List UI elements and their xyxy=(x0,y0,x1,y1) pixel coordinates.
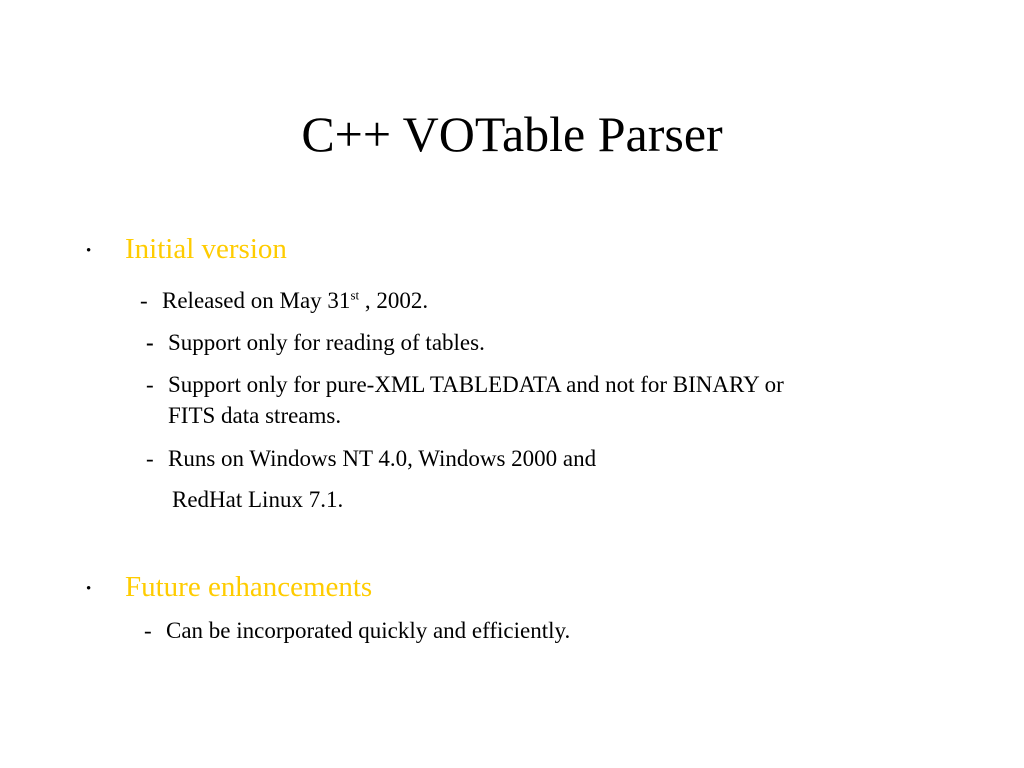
sub-item-tabledata-continuation: FITS data streams. xyxy=(168,403,342,428)
sub-item-reading-only xyxy=(146,328,485,358)
sub-item-platforms xyxy=(146,444,596,474)
sub-item-released xyxy=(140,286,428,316)
dash-marker: - xyxy=(146,446,154,471)
sub-item-text: Support only for pure-XML TABLEDATA and not for BINARY or xyxy=(168,372,784,397)
sub-item-platforms-continuation: RedHat Linux 7.1. xyxy=(172,487,344,512)
bullet-marker: • xyxy=(86,243,92,260)
sub-item-text: Support only for reading of tables. xyxy=(168,330,485,355)
dash-marker: - xyxy=(146,330,154,355)
sub-item-text: Can be incorporated quickly and efficiently. xyxy=(166,618,571,643)
sub-item-incorporated xyxy=(144,616,570,646)
sub-item-text: Runs on Windows NT 4.0, Windows 2000 and xyxy=(168,446,597,471)
sub-item-tabledata xyxy=(146,370,784,400)
bullet-label: Future enhancements xyxy=(125,571,373,603)
bullet-initial-version xyxy=(86,232,287,268)
dash-marker: - xyxy=(146,372,154,397)
bullet-future-enhancements xyxy=(86,570,372,606)
bullet-label: Initial version xyxy=(125,233,287,265)
slide-title: C++ VOTable Parser xyxy=(301,106,723,162)
bullet-marker: • xyxy=(86,581,92,598)
dash-marker: - xyxy=(140,288,148,313)
superscript: st xyxy=(350,287,360,303)
sub-item-text-after: , 2002. xyxy=(359,288,429,313)
dash-marker: - xyxy=(144,618,152,643)
sub-item-text: Released on May 31 xyxy=(162,288,351,313)
